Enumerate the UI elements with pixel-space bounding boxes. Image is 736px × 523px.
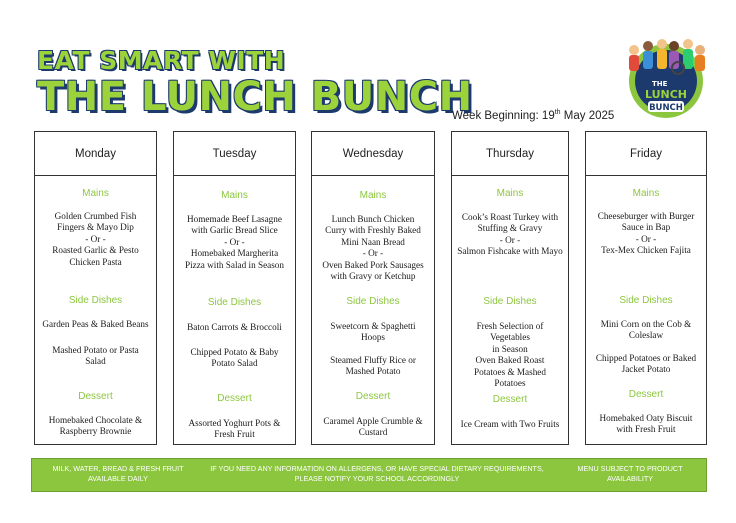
- day-header: Thursday: [452, 132, 568, 176]
- dessert-text: Homebaked Chocolate & Raspberry Brownie: [48, 415, 143, 437]
- footer-daily-items: MILK, WATER, BREAD & FRESH FRUIT AVAILABLE DAILY: [52, 464, 184, 483]
- footer-availability-note: MENU SUBJECT TO PRODUCT AVAILABILITY: [577, 464, 683, 483]
- logo-text-lunch: LUNCH: [644, 88, 688, 101]
- side-dishes-label: Side Dishes: [483, 296, 537, 307]
- dessert-text: Homebaked Oaty Biscuit with Fresh Fruit: [599, 413, 693, 435]
- mains-label: Mains: [359, 190, 387, 201]
- lunch-bunch-logo: [618, 34, 714, 120]
- mains-label: Mains: [632, 188, 660, 199]
- mains-text: Golden Crumbed Fish Fingers & Mayo Dip - Or - Roasted Garlic & Pesto Chicken Pasta: [52, 211, 139, 267]
- side-dish-2: Chipped Potatoes or Baked Jacket Potato: [595, 353, 697, 375]
- dessert-label: Dessert: [492, 394, 528, 405]
- dessert-label: Dessert: [628, 389, 664, 400]
- side-dish-2: Chipped Potato & Baby Potato Salad: [190, 347, 279, 369]
- dessert-label: Dessert: [355, 391, 391, 402]
- mains-text: Cook’s Roast Turkey with Stuffing & Gravy - Or - Salmon Fishcake with Mayo: [457, 212, 563, 257]
- title-eat-smart: EAT SMART WITH: [37, 46, 286, 75]
- side-dish-1: Garden Peas & Baked Beans: [42, 319, 149, 329]
- mains-text: Cheeseburger with Burger Sauce in Bap - Or - Tex-Mex Chicken Fajita: [597, 211, 695, 256]
- title-lunch-bunch: THE LUNCH BUNCH: [37, 74, 473, 120]
- side-dish-2: Mashed Potato or Pasta Salad: [52, 345, 139, 367]
- dessert-text: Assorted Yoghurt Pots & Fresh Fruit: [188, 418, 281, 440]
- logo-text-bunch: BUNCH: [649, 103, 683, 113]
- day-column-wednesday: [311, 131, 435, 445]
- mains-text: Lunch Bunch Chicken Curry with Freshly Baked Mini Naan Bread - Or - Oven Baked Pork Sausages with Gravy or Ketchup: [322, 214, 424, 282]
- footer-banner: [31, 458, 707, 492]
- week-prefix: Week Beginning: 19: [452, 109, 555, 122]
- side-dish-1: Fresh Selection of Vegetables in Season Oven Baked Roast Potatoes & Mashed Potatoes: [474, 321, 546, 389]
- dessert-label: Dessert: [217, 393, 252, 404]
- day-header: Monday: [35, 132, 156, 176]
- side-dish-1: Baton Carrots & Broccoli: [187, 322, 282, 332]
- footer-allergen-notice: IF YOU NEED ANY INFORMATION ON ALLERGENS, OR HAVE SPECIAL DIETARY REQUIREMENTS, PLEASE NOTIFY YOUR SCHOOL ACCORDINGLY: [210, 464, 544, 483]
- side-dishes-label: Side Dishes: [68, 295, 123, 306]
- day-header: Wednesday: [312, 132, 434, 176]
- day-column-tuesday: [173, 131, 296, 445]
- day-header: Friday: [586, 132, 706, 176]
- week-suffix-sup: th: [554, 109, 561, 116]
- side-dish-2: Steamed Fluffy Rice or Mashed Potato: [330, 355, 416, 377]
- day-column-thursday: [451, 131, 569, 445]
- mains-label: Mains: [221, 190, 248, 201]
- day-header: Tuesday: [174, 132, 295, 176]
- mains-label: Mains: [82, 188, 109, 199]
- dessert-text: Caramel Apple Crumble & Custard: [323, 416, 423, 438]
- side-dish-1: Sweetcorn & Spaghetti Hoops: [330, 321, 416, 343]
- mains-label: Mains: [496, 188, 524, 199]
- logo-text-the: THE: [652, 80, 668, 88]
- side-dishes-label: Side Dishes: [346, 296, 400, 307]
- dessert-label: Dessert: [78, 391, 113, 402]
- side-dishes-label: Side Dishes: [619, 295, 673, 306]
- side-dishes-label: Side Dishes: [207, 297, 262, 308]
- week-beginning: [452, 109, 614, 122]
- day-column-monday: [34, 131, 157, 445]
- week-suffix: May 2025: [560, 109, 615, 122]
- side-dish-1: Mini Corn on the Cob & Coleslaw: [600, 319, 692, 341]
- mains-text: Homemade Beef Lasagne with Garlic Bread Slice - Or - Homebaked Margherita Pizza with Salad in Season: [184, 214, 284, 270]
- day-column-friday: [585, 131, 707, 445]
- dessert-text: Ice Cream with Two Fruits: [460, 419, 560, 429]
